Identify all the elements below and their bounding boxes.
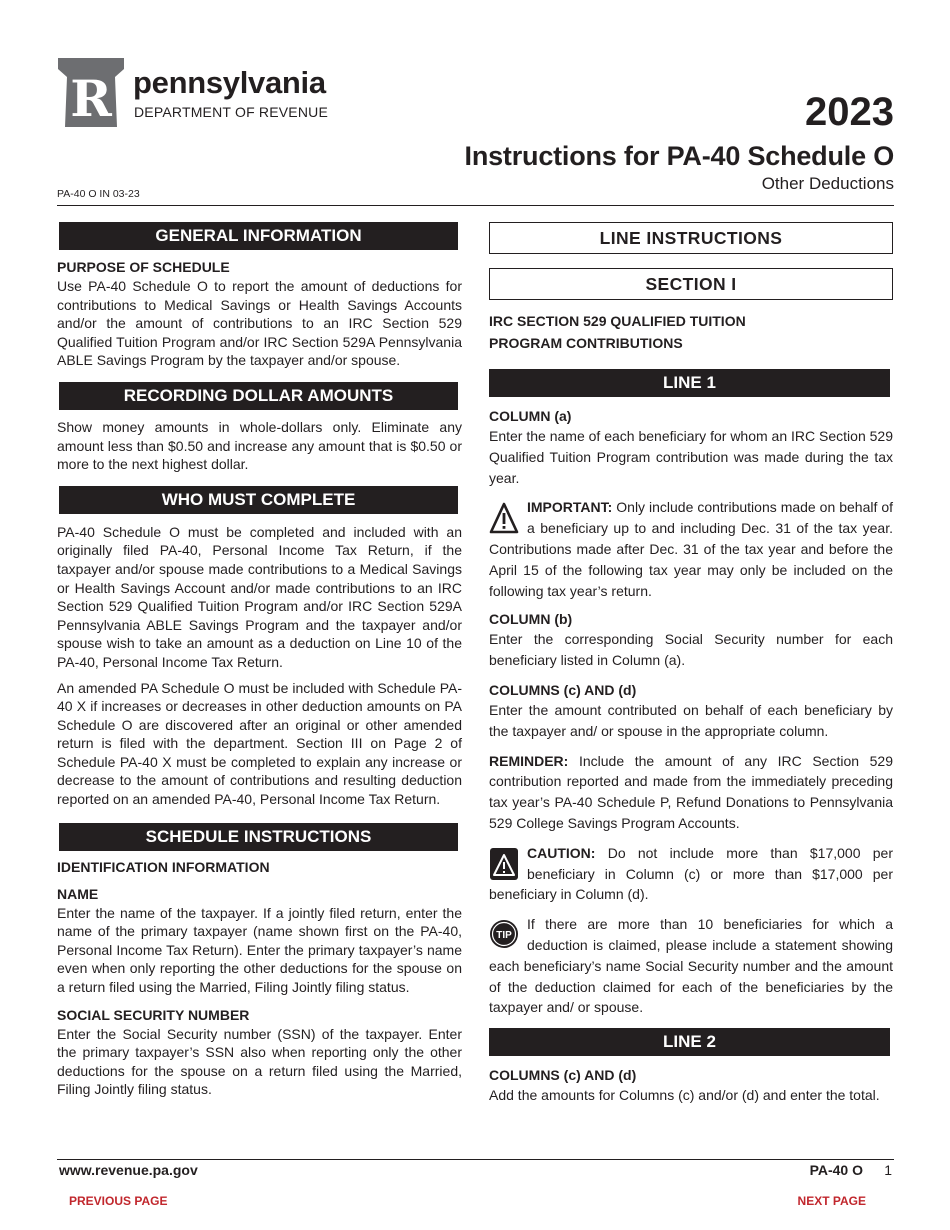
identification-title: IDENTIFICATION INFORMATION (57, 858, 270, 875)
page-subtitle: Other Deductions (761, 174, 894, 193)
department-name: DEPARTMENT OF REVENUE (134, 104, 329, 120)
pa-revenue-logo (57, 57, 337, 129)
general-information-heading: GENERAL INFORMATION (59, 222, 458, 250)
line-2-columns-cd-text: Add the amounts for Columns (c) and/or (d) and enter the total. (489, 1087, 880, 1104)
recording-dollar-amounts-heading: RECORDING DOLLAR AMOUNTS (59, 382, 458, 410)
who-must-complete-heading: WHO MUST COMPLETE (59, 486, 458, 514)
who-must-complete-text-2: An amended PA Schedule O must be included with Schedule PA-40 X if increases or decreases in other deduction amounts on PA Schedule O are discovered after an original or other amended return is filed with the department. Section III on Page 2 of Schedule PA-40 X must be completed to explain any increase or decrease to the amount of contributions and resulting deduction reported on an amended PA-40, Personal Income Tax Return. (57, 679, 462, 808)
section-title-line-2: PROGRAM CONTRIBUTIONS (489, 335, 683, 351)
name-title: NAME (57, 885, 99, 902)
line-2-heading: LINE 2 (489, 1028, 890, 1056)
footer-website: www.revenue.pa.gov (59, 1162, 198, 1178)
purpose-text: Use PA-40 Schedule O to report the amount of deductions for contributions to Medical Savings or Health Savings Accounts and/or the amount of contributions to an IRC Section 529 Qualified Tuition Program and/or IRC Section 529A Pennsylvania ABLE Savings Program by the taxpayer and/or spouse. (57, 278, 462, 369)
important-note (489, 497, 893, 601)
who-must-complete-text-1: PA-40 Schedule O must be completed and included with an originally filed PA-40, Personal Income Tax Return, if the taxpayer and/or spouse made contributions to a Medical Savings or Health Savings Account and/or made contributions to an IRC Section 529 Qualified Tuition Program and/or IRC Section 529A Pennsylvania ABLE Savings Program and the taxpayer and/or spouse wish to take an amount as a deduction on Line 10 of the PA-40, Personal Income Tax Return. (57, 523, 462, 670)
columns-cd-title: COLUMNS (c) AND (d) (489, 681, 637, 698)
tax-year: 2023 (805, 90, 894, 134)
caution-text: Do not include more than $17,000 per beneficiary in Column (c) or more than $17,000 per beneficiary in Column (d). (489, 844, 893, 903)
line-1-heading: LINE 1 (489, 369, 890, 397)
important-text: Only include contributions made on behalf of a beneficiary up to and including Dec. 31 of the tax year. Contributions made after Dec. 31 of the tax year and before the April 15 of the following tax year may only be included on the following tax year’s return. (489, 499, 893, 599)
page-title: Instructions for PA-40 Schedule O (464, 141, 894, 171)
ssn-text: Enter the Social Security number (SSN) of the taxpayer. Enter the primary taxpayer’s SSN also when reporting only the other deductions for the spouse on a return filed using the Married, Filing Jointly filing status. (57, 1025, 462, 1098)
reminder-label: REMINDER: (489, 752, 569, 769)
caution-note (489, 843, 893, 905)
page-number: 1 (884, 1162, 892, 1178)
reminder-note (489, 751, 893, 834)
previous-page-link[interactable]: PREVIOUS PAGE (69, 1194, 168, 1208)
recording-text: Show money amounts in whole-dollars only. Eliminate any amount less than $0.50 and increase any amount that is $0.50 or more to the next highest dollar. (57, 418, 462, 473)
schedule-instructions-heading: SCHEDULE INSTRUCTIONS (59, 823, 458, 851)
line-instructions-heading: LINE INSTRUCTIONS (489, 222, 893, 254)
tip-icon (489, 917, 519, 953)
reminder-text: Include the amount of any IRC Section 529 contribution reported and made from the immediately preceding tax year’s PA-40 Schedule P, Refund Donations to Pennsylvania 529 College Savings Program Accounts. (489, 752, 893, 831)
tip-icon-label: TIP (496, 930, 512, 942)
column-b-text: Enter the corresponding Social Security number for each beneficiary listed in Column (a). (489, 631, 893, 669)
caution-icon (489, 846, 519, 882)
footer-form-code: PA-40 O (809, 1162, 863, 1178)
logo-letter: R (70, 69, 112, 128)
line-2-columns-cd-title: COLUMNS (c) AND (d) (489, 1067, 637, 1084)
brand-name: pennsylvania (133, 65, 326, 100)
form-code: PA-40 O IN 03-23 (57, 188, 140, 200)
ssn-title: SOCIAL SECURITY NUMBER (57, 1006, 250, 1023)
warning-icon (489, 500, 519, 536)
columns-cd-text: Enter the amount contributed on behalf of each beneficiary by the taxpayer and/ or spouse in the appropriate column. (489, 701, 893, 739)
next-page-link[interactable]: NEXT PAGE (797, 1194, 866, 1208)
right-column (489, 222, 893, 1106)
tip-note (489, 914, 893, 1018)
column-a-title: COLUMN (a) (489, 408, 572, 424)
keystone-icon (57, 57, 125, 129)
column-b-title: COLUMN (b) (489, 611, 573, 628)
purpose-title: PURPOSE OF SCHEDULE (57, 259, 230, 275)
name-text: Enter the name of the taxpayer. If a jointly filed return, enter the name of the primary taxpayer (name shown first on the PA-40, Personal Income Tax Return). Enter the primary taxpayer’s name even when only reporting the other deductions for the spouse on a return filed using the Married, Filing Jointly filing status. (57, 904, 462, 996)
footer-divider (57, 1159, 894, 1160)
tip-text: If there are more than 10 beneficiaries for which a deduction is claimed, please include a statement showing each beneficiary’s name Social Security number and the amount of the deduction claimed for each of the beneficiaries by the taxpayer and/ or spouse. (489, 916, 893, 1016)
section-title-line-1: IRC SECTION 529 QUALIFIED TUITION (489, 313, 746, 329)
left-column (57, 222, 462, 1099)
important-label: IMPORTANT: (527, 499, 613, 516)
caution-label: CAUTION: (527, 844, 596, 861)
header-divider (57, 205, 894, 206)
column-a-text: Enter the name of each beneficiary for whom an IRC Section 529 Qualified Tuition Program contribution was made during the tax year. (489, 428, 893, 486)
section-i-heading: SECTION I (489, 268, 893, 300)
